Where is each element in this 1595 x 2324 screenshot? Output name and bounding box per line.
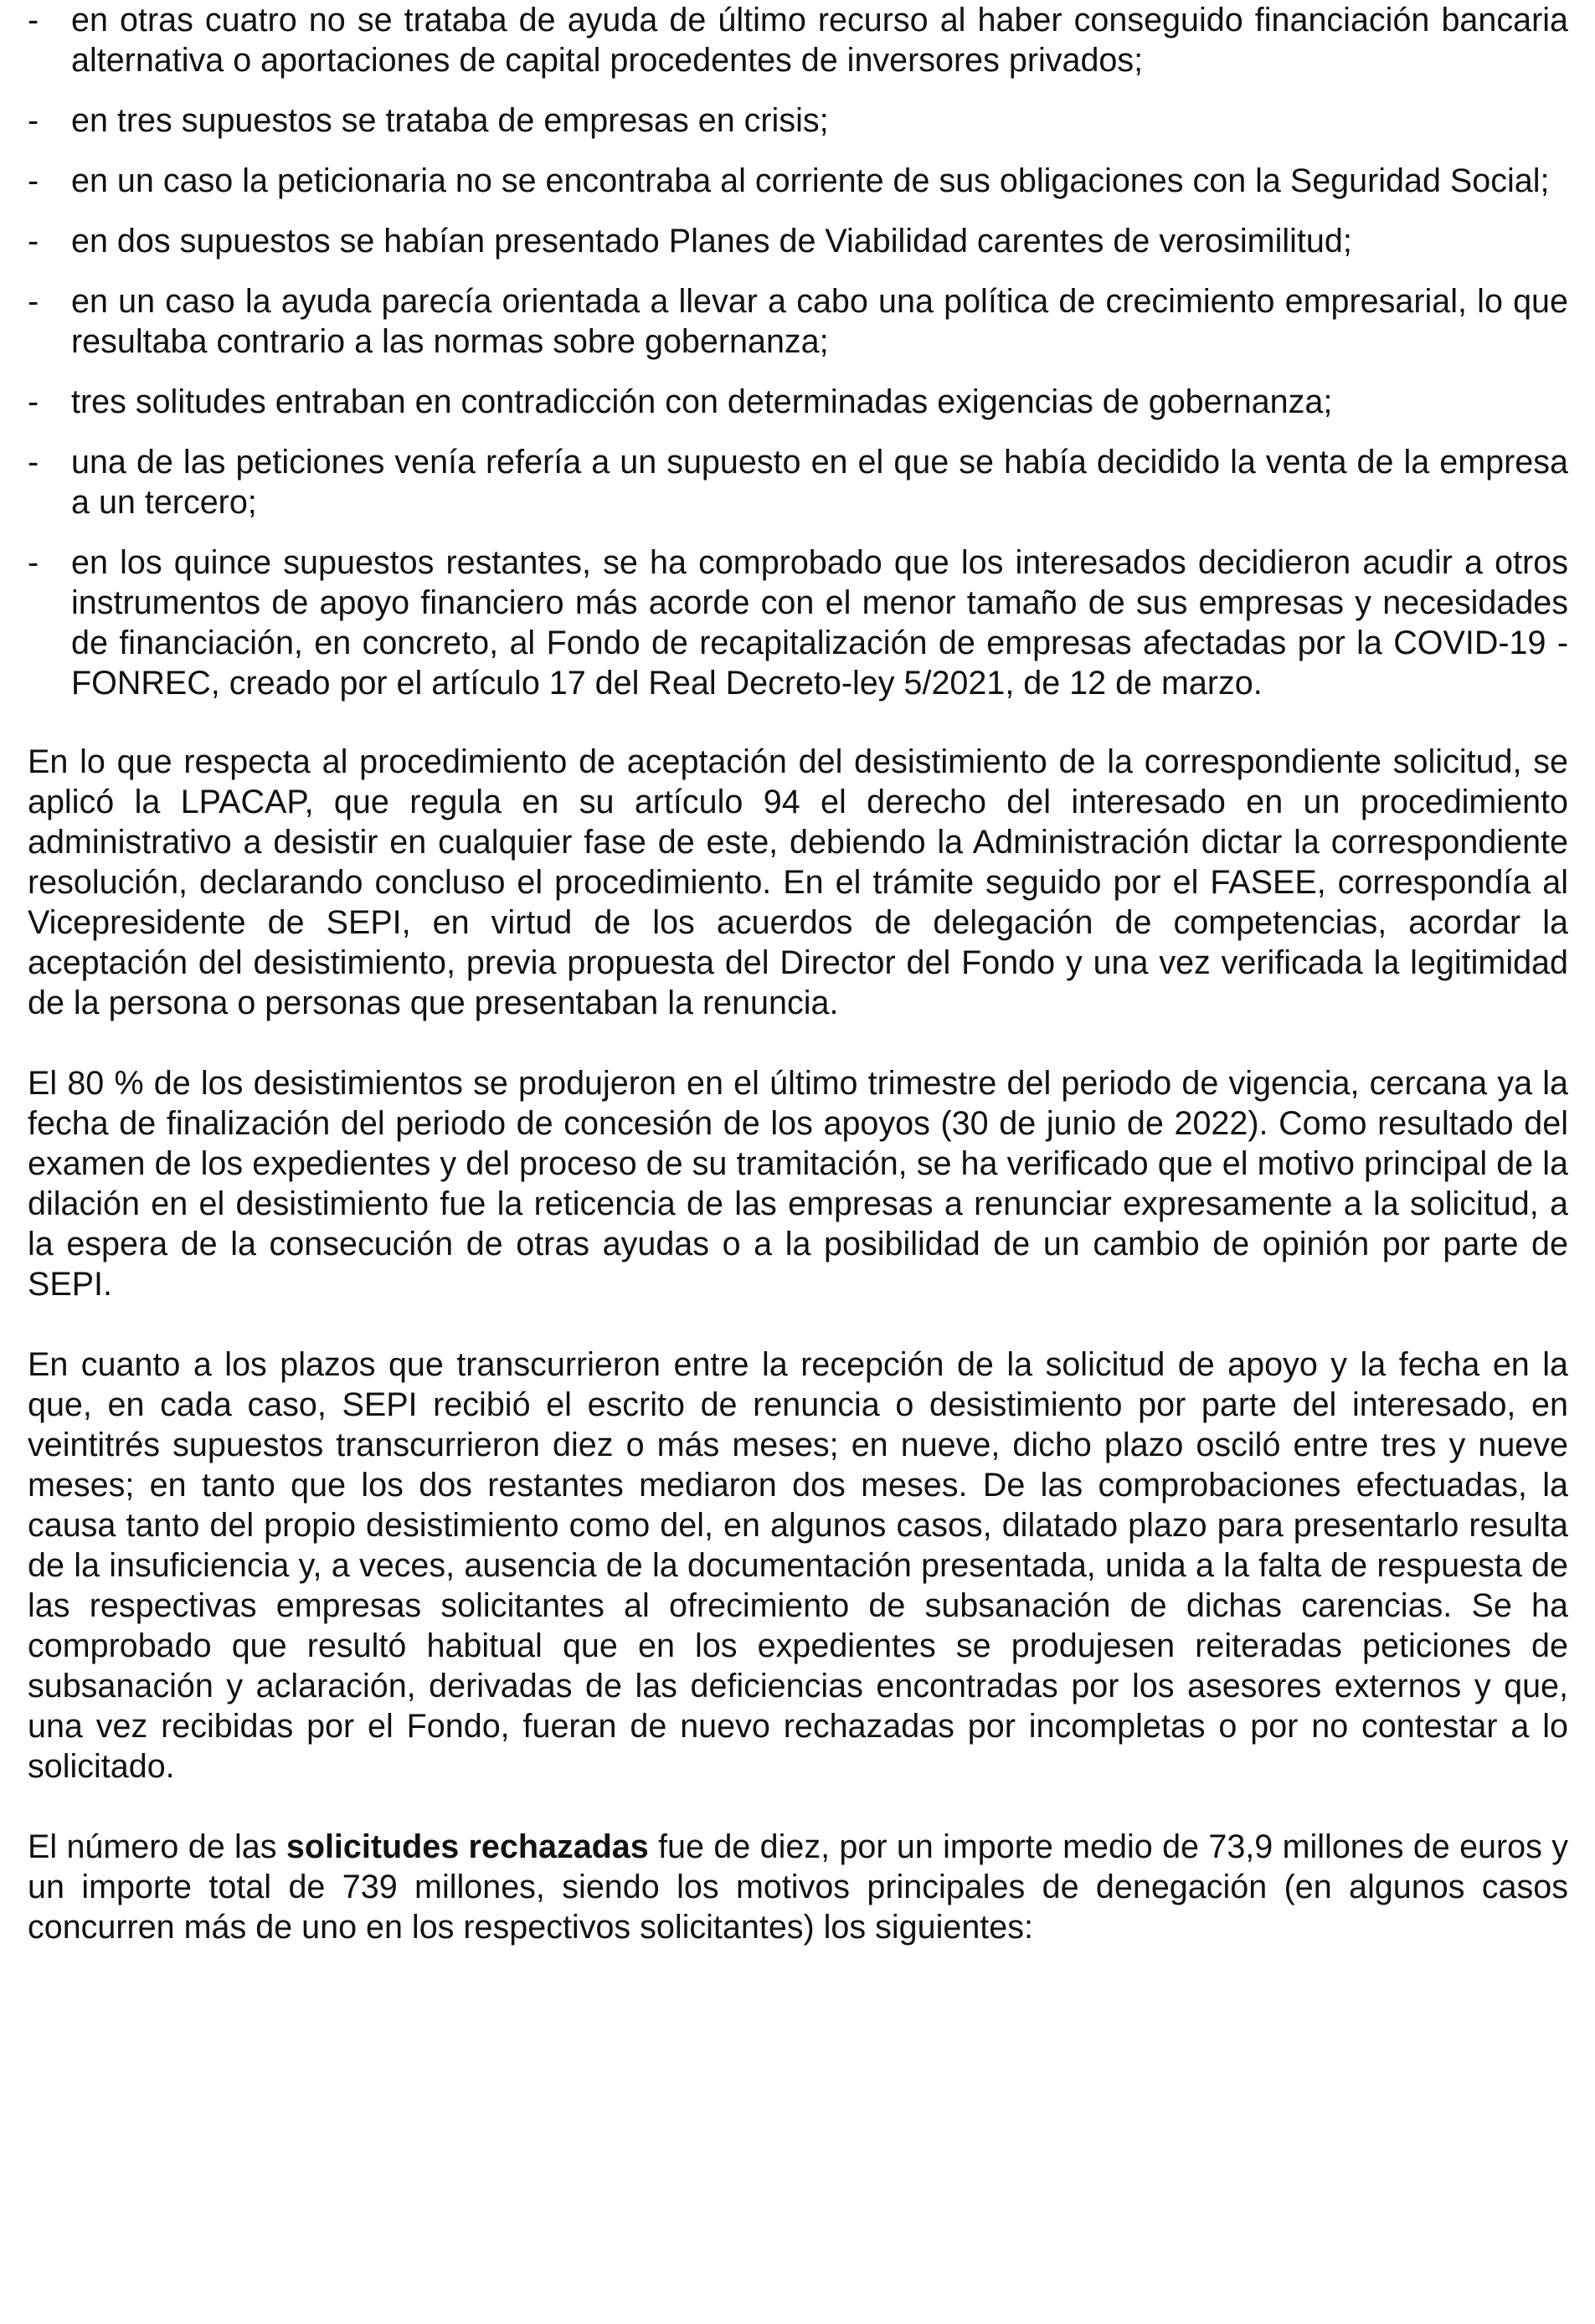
list-item-text: en dos supuestos se habían presentado Planes de Viabilidad carentes de verosimilitud; [71, 223, 1352, 260]
paragraph-plazos: En cuanto a los plazos que transcurrieron entre la recepción de la solicitud de apoyo y la fecha en la que, en cada caso, SEPI recibió el escrito de renuncia o desistimiento por parte del interesado, en veintitrés supuestos transcurrieron diez o más meses; en nueve, dicho plazo osciló entre tres y nueve meses; en tanto que los dos restantes mediaron dos meses. De las comprobaciones efectuadas, la causa tanto del propio desistimiento como del, en algunos casos, dilatado plazo para presentarlo resulta de la insuficiencia y, a veces, ausencia de la documentación presentada, unida a la falta de respuesta de las respectivas empresas solicitantes al ofrecimiento de subsanación de dichas carencias. Se ha comprobado que resultó habitual que en los expedientes se produjesen reiteradas peticiones de subsanación y aclaración, derivadas de las deficiencias encontradas por los asesores externos y que, una vez recibidas por el Fondo, fueran de nuevo rechazadas por incompletas o por no contestar a lo solicitado. [28, 1346, 1568, 1785]
list-item [28, 442, 1568, 522]
bullet-dash: - [28, 102, 39, 139]
list-item [28, 542, 1568, 703]
list-item-text: en tres supuestos se trataba de empresas en crisis; [71, 102, 829, 139]
list-item-text: en otras cuatro no se trataba de ayuda de último recurso al haber conseguido financiación bancaria alternativa o aportaciones de capital procedentes de inversores privados; [71, 2, 1568, 79]
paragraph-desistimiento-procedure: En lo que respecta al procedimiento de aceptación del desistimiento de la correspondiente solicitud, se aplicó la LPACAP, que regula en su artículo 94 el derecho del interesado en un procedimiento administrativo a desistir en cualquier fase de este, debiendo la Administración dictar la correspondiente resolución, declarando concluso el procedimiento. En el trámite seguido por el FASEE, correspondía al Vicepresidente de SEPI, en virtud de los acuerdos de delegación de competencias, acordar la aceptación del desistimiento, previa propuesta del Director del Fondo y una vez verificada la legitimidad de la persona o personas que presentaban la renuncia. [28, 743, 1568, 1021]
document-page [28, 0, 1568, 1987]
bullet-dash: - [28, 2, 39, 39]
list-item-text: en los quince supuestos restantes, se ha comprobado que los interesados decidieron acudir a otros instrumentos de apoyo financiero más acorde con el menor tamaño de sus empresas y necesidades de financiación, en concreto, al Fondo de recapitalización de empresas afectadas por la COVID-19 - FONREC, creado por el artículo 17 del Real Decreto-ley 5/2021, de 12 de marzo. [71, 544, 1568, 702]
list-item-text: una de las peticiones venía refería a un supuesto en el que se había decidido la venta de la empresa a un tercero; [71, 444, 1568, 521]
list-item [28, 382, 1568, 422]
list-item [28, 281, 1568, 362]
list-item [28, 221, 1568, 261]
bullet-dash: - [28, 283, 39, 320]
list-item-text: en un caso la ayuda parecía orientada a llevar a cabo una política de crecimiento empresarial, lo que resultaba contrario a las normas sobre gobernanza; [71, 283, 1568, 360]
list-item [28, 100, 1568, 141]
bullet-dash: - [28, 383, 39, 420]
list-item-text: tres solitudes entraban en contradicción con determinadas exigencias de gobernanza; [71, 383, 1333, 420]
list-item [28, 0, 1568, 80]
bullet-dash: - [28, 544, 39, 581]
bullet-dash: - [28, 162, 39, 199]
paragraph-text-tail: fue de diez, por un importe medio de 73,9 millones de euros y un importe total de 739 millones, siendo los motivos principales de denegación (en algunos casos concurren más de uno en los respectivos solicitantes) los siguientes: [28, 1828, 1568, 1946]
list-item [28, 161, 1568, 201]
reasons-list [28, 0, 1568, 703]
bullet-dash: - [28, 444, 39, 481]
bold-term: solicitudes rechazadas [286, 1828, 649, 1865]
paragraph-solicitudes-rechazadas [28, 1827, 1568, 1947]
list-item-text: en un caso la peticionaria no se encontraba al corriente de sus obligaciones con la Seguridad Social; [71, 162, 1550, 199]
paragraph-desistimiento-timing: El 80 % de los desistimientos se produjeron en el último trimestre del periodo de vigencia, cercana ya la fecha de finalización del periodo de concesión de los apoyos (30 de junio de 2022). Como resultado del examen de los expedientes y del proceso de su tramitación, se ha verificado que el motivo principal de la dilación en el desistimiento fue la reticencia de las empresas a renunciar expresamente a la solicitud, a la espera de la consecución de otras ayudas o a la posibilidad de un cambio de opinión por parte de SEPI. [28, 1065, 1568, 1303]
bullet-dash: - [28, 223, 39, 260]
paragraph-text-lead: El número de las [28, 1828, 286, 1865]
